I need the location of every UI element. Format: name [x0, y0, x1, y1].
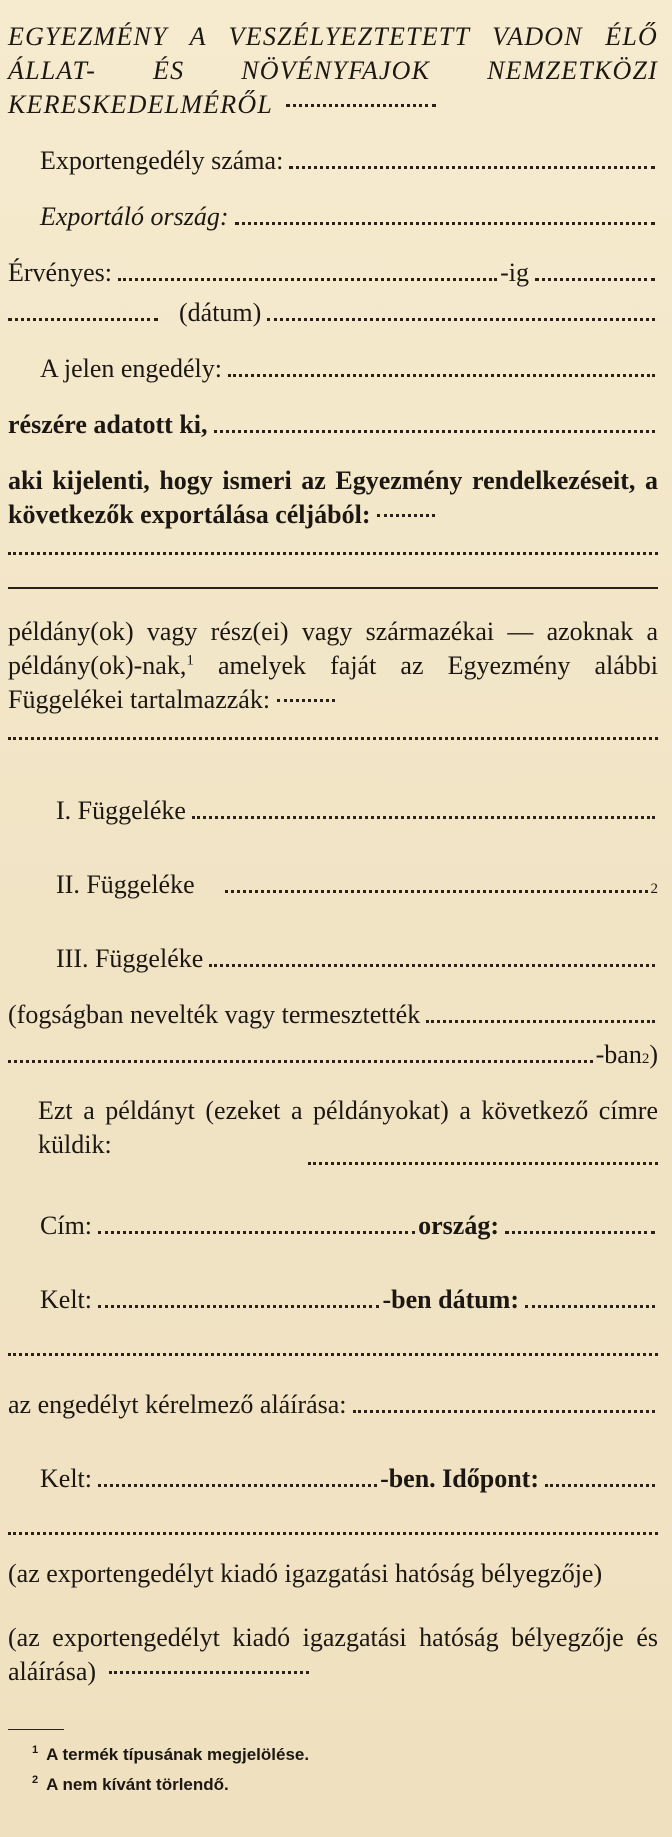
specimens-extra-line[interactable] [8, 721, 658, 740]
captive-label: (fogságban nevelték vagy termesztették [8, 1000, 421, 1029]
captive-suffix: -ban [595, 1040, 642, 1069]
dated-row-2 [8, 1462, 658, 1496]
specimens-fill[interactable] [277, 699, 335, 702]
declaration-fill[interactable] [377, 514, 435, 517]
exporting-country-label: Exportáló ország: [40, 202, 229, 231]
send-body: Ezt a példányt (ezeket a példányokat) a következő címre küldik: [38, 1096, 658, 1159]
date-row [8, 296, 658, 330]
footnote-1 [8, 1740, 658, 1770]
stamp-signature-field[interactable] [109, 1671, 309, 1674]
appendix-1-field[interactable] [192, 815, 655, 819]
issued-to-row [8, 408, 658, 442]
title-text: EGYEZMÉNY A VESZÉLYEZTETETT VADON ÉLŐ ÁLLAT- ÉS NÖVÉNYFAJOK NEMZETKÖZI KERESKEDELMÉRŐL [8, 22, 658, 119]
appendix-2-field[interactable] [225, 889, 648, 893]
title-fill-line [286, 104, 436, 107]
export-permit-number-label: Exportengedély száma: [40, 146, 284, 175]
send-address-line[interactable] [308, 1146, 658, 1165]
declaration-body: aki kijelenti, hogy ismeri az Egyezmény rendelkezéseit, a következők exportálása céljából: [8, 466, 658, 529]
issued-to-field[interactable] [214, 429, 655, 433]
dated-label: Kelt: [40, 1285, 92, 1314]
dated-place-field-2[interactable] [98, 1483, 377, 1487]
permit-field[interactable] [228, 373, 655, 377]
appendix-3-label: III. Függeléke [56, 944, 204, 973]
specimens-text-1: példány(ok) vagy rész(ei) vagy származékai — azoknak a példány(ok)-nak, [8, 617, 658, 680]
address-label: Cím: [40, 1211, 93, 1240]
valid-until-field[interactable] [118, 277, 497, 281]
valid-extra-field[interactable] [535, 277, 655, 281]
permit-row [8, 352, 658, 386]
exporting-country-field[interactable] [235, 221, 656, 225]
applicant-signature-field[interactable] [353, 1409, 655, 1413]
date-prefix-field[interactable] [8, 317, 158, 321]
specimens-text-2: amelyek faját az Egyezmény alábbi Függelékei tartalmazzák: [8, 651, 658, 714]
dated-place-field[interactable] [98, 1304, 379, 1308]
captive-close: ) [649, 1040, 658, 1069]
footnote-2 [8, 1770, 658, 1800]
captive-place-field[interactable] [8, 1059, 593, 1063]
stamp-text [8, 1557, 658, 1591]
applicant-signature-row [8, 1388, 658, 1422]
appendix-3-row [8, 942, 658, 976]
valid-row [8, 256, 658, 290]
permit-label: A jelen engedély: [40, 354, 222, 383]
appendix-2-row: II. Függeléke 2 [8, 868, 658, 902]
issued-to-label: részére adatott ki, [8, 410, 208, 439]
signature-line[interactable] [8, 1337, 658, 1356]
dated-label-2: Kelt: [40, 1464, 92, 1493]
declaration-text [8, 464, 658, 532]
appendix-2-label: II. Függeléke [56, 870, 195, 899]
applicant-signature-label: az engedélyt kérelmező aláírása: [8, 1390, 347, 1419]
footnote-1-mark: 1 [32, 1744, 39, 1757]
stamp-body: (az exportengedélyt kiadó igazgatási hatóság bélyegzője) [8, 1559, 603, 1588]
dated-suffix-2: -ben. Időpont: [380, 1464, 539, 1493]
document-title [8, 20, 658, 122]
address-row [8, 1209, 658, 1243]
appendix-1-row [8, 794, 658, 828]
stamp-signature-text [8, 1621, 658, 1689]
valid-label: Érvényes: [8, 258, 112, 287]
export-permit-number-row [8, 144, 658, 178]
time-field[interactable] [545, 1483, 655, 1487]
export-permit-number-field[interactable] [289, 165, 655, 169]
footnote-2-text: A nem kívánt törlendő. [46, 1775, 229, 1794]
stamp-signature-body: (az exportengedélyt kiadó igazgatási hatóság bélyegzője és aláírása) [8, 1623, 658, 1686]
captive-row [8, 998, 658, 1032]
date-field[interactable] [267, 317, 655, 321]
dated-row [8, 1283, 658, 1317]
exporting-country-row [8, 200, 658, 234]
address-field[interactable] [98, 1230, 415, 1234]
date-label: (dátum) [179, 298, 262, 327]
specimens-footnote-ref: 1 [186, 652, 194, 669]
footnote-divider [8, 1729, 64, 1730]
specimens-text [8, 615, 658, 717]
appendix-3-field[interactable] [209, 963, 655, 967]
signature-line-2[interactable] [8, 1516, 658, 1535]
valid-until-suffix: -ig [500, 258, 529, 287]
country-label: ország: [418, 1211, 499, 1240]
country-field[interactable] [505, 1230, 655, 1234]
captive-row-2: -ban 2 ) [8, 1038, 658, 1072]
declaration-extra-line[interactable] [8, 536, 658, 555]
dated-suffix: -ben dátum: [382, 1285, 519, 1314]
footnote-2-mark: 2 [32, 1774, 39, 1787]
footnote-1-text: A termék típusának megjelölése. [46, 1745, 310, 1764]
appendix-1-label: I. Függeléke [56, 796, 186, 825]
section-divider [8, 587, 658, 589]
dated-date-field[interactable] [525, 1304, 655, 1308]
captive-field[interactable] [426, 1019, 655, 1023]
